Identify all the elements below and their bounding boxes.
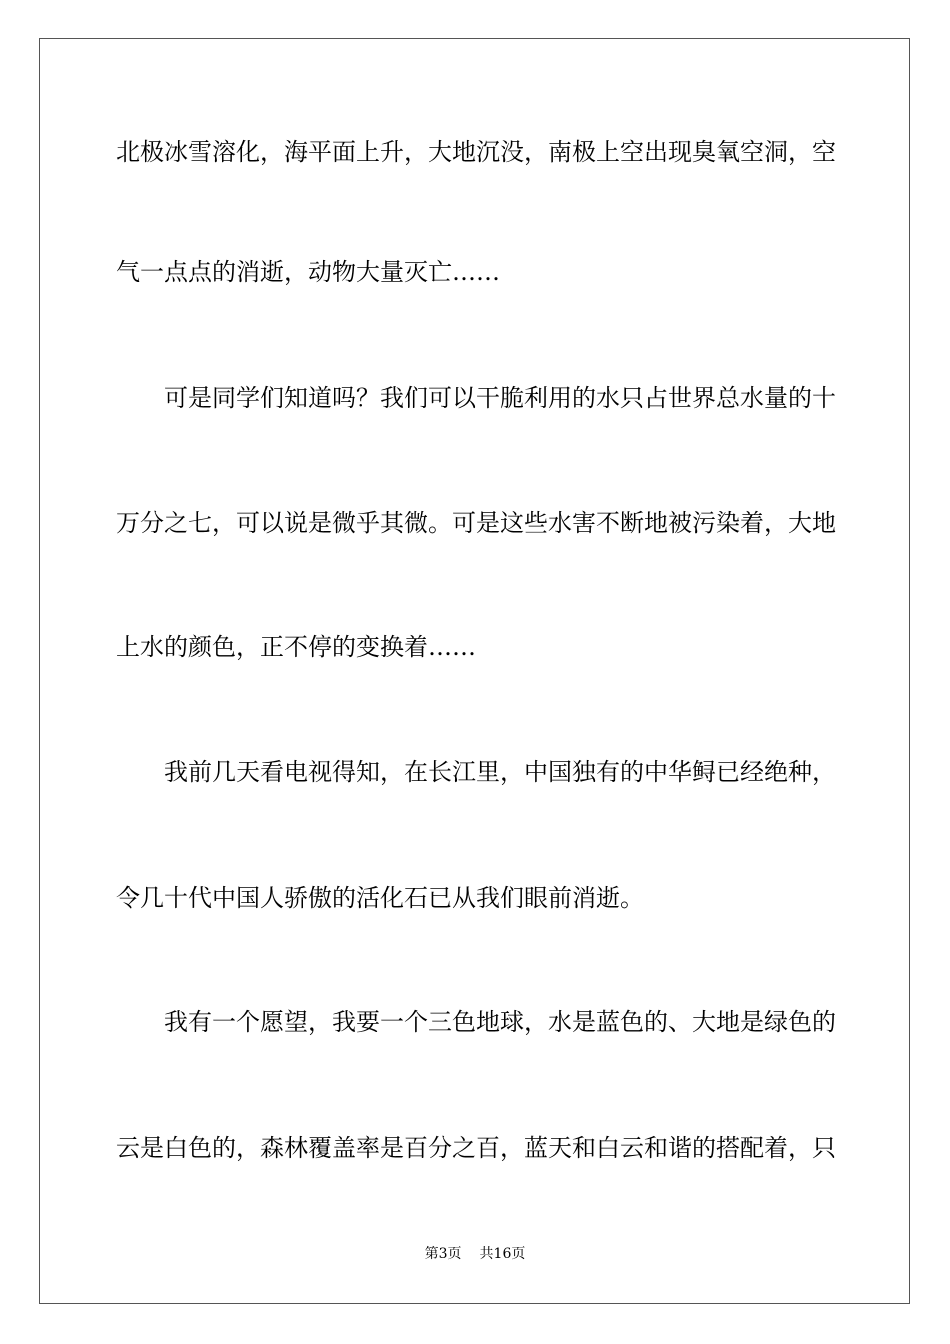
paragraph-line: 我前几天看电视得知，在长江里，中国独有的中华鲟已经绝种，: [164, 758, 836, 786]
paragraph-line: 令几十代中国人骄傲的活化石已从我们眼前消逝。: [116, 884, 644, 912]
paragraph-line: 上水的颜色，正不停的变换着……: [116, 633, 476, 661]
paragraph-line: 可是同学们知道吗？我们可以干脆利用的水只占世界总水量的十: [164, 384, 836, 412]
paragraph-line: 气一点点的消逝，动物大量灭亡……: [116, 258, 500, 286]
paragraph-line: 北极冰雪溶化，海平面上升，大地沉没，南极上空出现臭氧空洞，空: [116, 138, 836, 166]
page-total: 共16页: [479, 1246, 526, 1262]
paragraph-line: 云是白色的，森林覆盖率是百分之百，蓝天和白云和谐的搭配着，只: [116, 1134, 836, 1162]
paragraph-line: 万分之七，可以说是微乎其微。可是这些水害不断地被污染着，大地: [116, 509, 836, 537]
page-frame: [39, 38, 910, 1304]
page-footer: [0, 1245, 950, 1263]
page-number: 第3页: [424, 1246, 462, 1262]
paragraph-line: 我有一个愿望，我要一个三色地球，水是蓝色的、大地是绿色的: [164, 1008, 836, 1036]
